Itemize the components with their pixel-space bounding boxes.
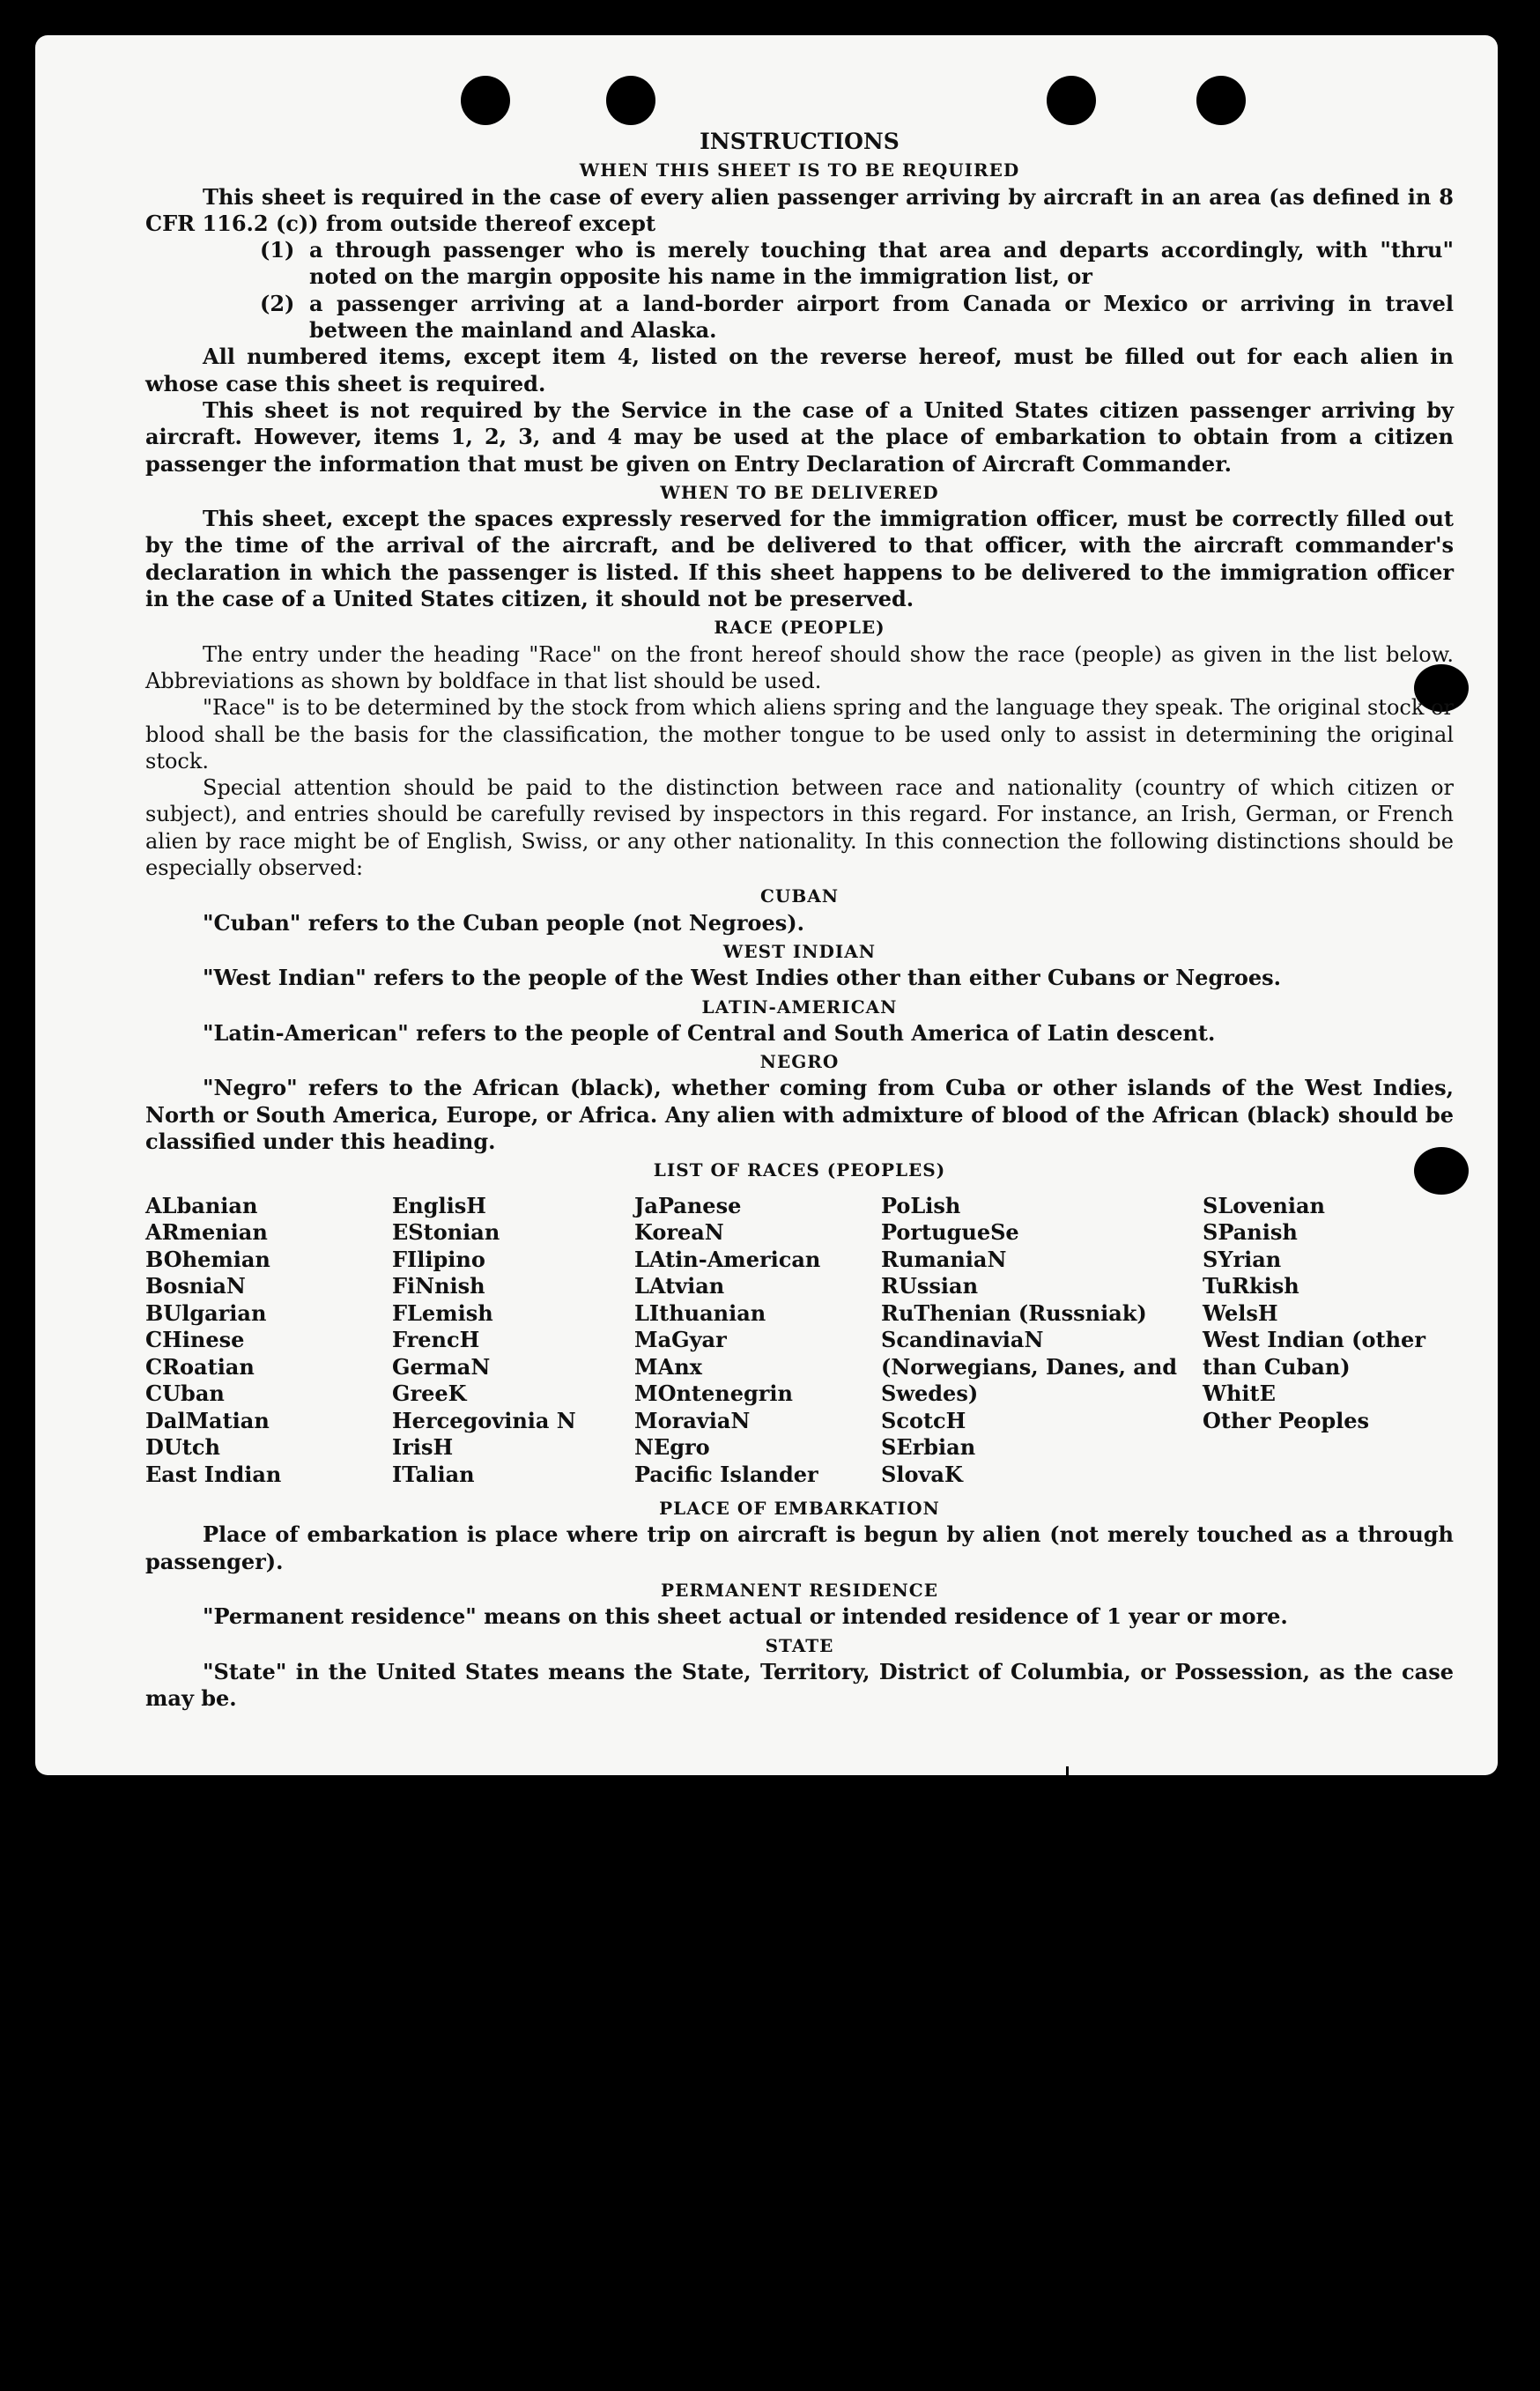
race-entry: MaGyar [634, 1327, 727, 1353]
punch-hole [461, 76, 510, 125]
race-entry: ITalian [392, 1461, 475, 1487]
paragraph: Special attention should be paid to the distinction between race and nationality (country of which citizen or subject), and entries should be carefully revised by inspectors in this regard. For instance, an Irish, German, or French alien by race might be of English, Swiss, or any other nationality. In this connection the following distinctions should be especially observed: [145, 775, 1454, 881]
item-text: a passenger arriving at a land-border airport from Canada or Mexico or arriving in travel between the mainland and Alaska. [309, 290, 1454, 344]
section-heading: LATIN-AMERICAN [701, 996, 898, 1018]
section-heading: LIST OF RACES (PEOPLES) [653, 1159, 946, 1181]
paragraph: "West Indian" refers to the people of the West Indies other than either Cubans or Negroes. [203, 965, 1282, 991]
races-column [1203, 1193, 1454, 1489]
race-entry: EStonian [392, 1219, 500, 1246]
race-entry: RUssian [881, 1273, 979, 1299]
punch-hole [606, 76, 655, 125]
paragraph: "Negro" refers to the African (black), whether coming from Cuba or other islands of the West Indies, North or South America, Europe, or Africa. Any alien with admixture of blood of the African (black) should be classified under this heading. [145, 1075, 1454, 1154]
race-entry: SlovaK [881, 1461, 963, 1487]
race-entry: JaPanese [634, 1192, 742, 1218]
race-entry: CHinese [145, 1327, 245, 1353]
paragraph: "Latin-American" refers to the people of Central and South America of Latin descent. [203, 1019, 1216, 1046]
paragraph: "State" in the United States means the State, Territory, District of Columbia, or Possession, as the case may be. [145, 1658, 1454, 1712]
race-entry: SYrian [1203, 1246, 1282, 1272]
item-text: a through passenger who is merely touching that area and departs accordingly, with "thru" noted on the margin opposite his name in the immigration list, or [309, 237, 1454, 290]
race-entry: ALbanian [145, 1192, 258, 1218]
race-entry: KoreaN [634, 1219, 724, 1246]
race-entry: FLemish [392, 1299, 493, 1326]
section-heading: WHEN TO BE DELIVERED [660, 481, 939, 503]
paragraph: This sheet is required in the case of every alien passenger arriving by aircraft in an area (as defined in 8 CFR 116.2 (c)) from outside thereof except [145, 183, 1454, 236]
document-body [145, 129, 1454, 1712]
section-heading: PLACE OF EMBARKATION [659, 1498, 940, 1520]
races-column [634, 1193, 881, 1489]
punch-hole [1047, 76, 1096, 125]
paragraph: This sheet, except the spaces expressly reserved for the immigration officer, must be correctly filled out by the time of the arrival of the aircraft, and be delivered to that officer, with the aircraft commander's declaration in which the passenger is listed. If this sheet happens to be delivered to the immigration officer in the case of a United States citizen, it should not be preserved. [145, 506, 1454, 612]
fold-mark [1066, 1766, 1069, 1810]
race-entry: ScandinaviaN (Norwegians, Danes, and Swedes) [881, 1327, 1178, 1407]
section-heading: PERMANENT RESIDENCE [661, 1579, 938, 1601]
race-entry: WhitE [1203, 1381, 1276, 1407]
race-entry: BUlgarian [145, 1299, 267, 1326]
paragraph: Place of embarkation is place where trip on aircraft is begun by alien (not merely touched as a through passenger). [145, 1521, 1454, 1574]
race-entry: SLovenian [1203, 1192, 1325, 1218]
document-sheet [35, 35, 1498, 1775]
paragraph: "Permanent residence" means on this sheet actual or intended residence of 1 year or more. [203, 1603, 1288, 1630]
race-entry: MAnx [634, 1353, 702, 1380]
race-entry: PortugueSe [881, 1219, 1019, 1246]
item-number: (1) [260, 237, 295, 263]
paragraph: All numbered items, except item 4, listed on the reverse hereof, must be filled out for each alien in whose case this sheet is required. [145, 344, 1454, 396]
race-entry: MOntenegrin [634, 1381, 793, 1407]
race-entry: GreeK [392, 1381, 467, 1407]
section-heading: NEGRO [759, 1051, 840, 1073]
race-entry: FrencH [392, 1327, 480, 1353]
race-entry: IrisH [392, 1434, 454, 1461]
race-entry: DalMatian [145, 1407, 270, 1433]
race-entry: NEgro [634, 1434, 710, 1461]
races-list [145, 1193, 1454, 1489]
race-entry: CRoatian [145, 1353, 255, 1380]
section-heading: CUBAN [759, 885, 840, 907]
race-entry: East Indian [145, 1461, 282, 1487]
list-item [260, 291, 1454, 344]
race-entry: FiNnish [392, 1273, 485, 1299]
races-column [881, 1193, 1203, 1489]
race-entry: Other Peoples [1203, 1407, 1370, 1433]
item-number: (2) [260, 290, 295, 316]
races-column [145, 1193, 392, 1489]
page-title: INSTRUCTIONS [700, 129, 900, 154]
section-heading: WEST INDIAN [722, 940, 877, 962]
race-entry: FIlipino [392, 1246, 485, 1272]
race-entry: LAtin-American [634, 1246, 821, 1272]
race-entry: DUtch [145, 1434, 220, 1461]
section-heading: WHEN THIS SHEET IS TO BE REQUIRED [579, 159, 1020, 181]
race-entry: EnglisH [392, 1192, 486, 1218]
list-item [260, 237, 1454, 291]
race-entry: SPanish [1203, 1219, 1298, 1246]
race-entry: BosniaN [145, 1273, 246, 1299]
race-entry: TuRkish [1203, 1273, 1299, 1299]
race-entry: ARmenian [145, 1219, 268, 1246]
race-entry: WelsH [1203, 1299, 1278, 1326]
section-heading: RACE (PEOPLE) [714, 617, 885, 639]
section-heading: STATE [765, 1634, 834, 1656]
punch-hole [1196, 76, 1246, 125]
race-entry: PoLish [881, 1192, 961, 1218]
race-entry: GermaN [392, 1353, 491, 1380]
race-entry: LAtvian [634, 1273, 725, 1299]
race-entry: ScotcH [881, 1407, 966, 1433]
race-entry: SErbian [881, 1434, 976, 1461]
race-entry: West Indian (other than Cuban) [1203, 1327, 1425, 1380]
paragraph: "Race" is to be determined by the stock from which aliens spring and the language they speak. The original stock or blood shall be the basis for the classification, the mother tongue to be used only to assist in determining the original stock. [145, 695, 1454, 774]
race-entry: RuThenian (Russniak) [881, 1299, 1147, 1326]
race-entry: BOhemian [145, 1246, 270, 1272]
race-entry: Pacific Islander [634, 1461, 818, 1487]
race-entry: MoraviaN [634, 1407, 751, 1433]
race-entry: LIthuanian [634, 1299, 766, 1326]
paragraph: This sheet is not required by the Service in the case of a United States citizen passenger arriving by aircraft. However, items 1, 2, 3, and 4 may be used at the place of embarkation to obtain from a citizen passenger the information that must be given on Entry Declaration of Aircraft Commander. [145, 396, 1454, 477]
paragraph: The entry under the heading "Race" on the front hereof should show the race (people) as given in the list below. Abbreviations as shown by boldface in that list should be used. [145, 641, 1454, 693]
race-entry: CUban [145, 1381, 225, 1407]
race-entry: RumaniaN [881, 1246, 1007, 1272]
paragraph: "Cuban" refers to the Cuban people (not Negroes). [203, 909, 804, 936]
races-column [392, 1193, 634, 1489]
race-entry: Hercegovinia N [392, 1407, 576, 1433]
